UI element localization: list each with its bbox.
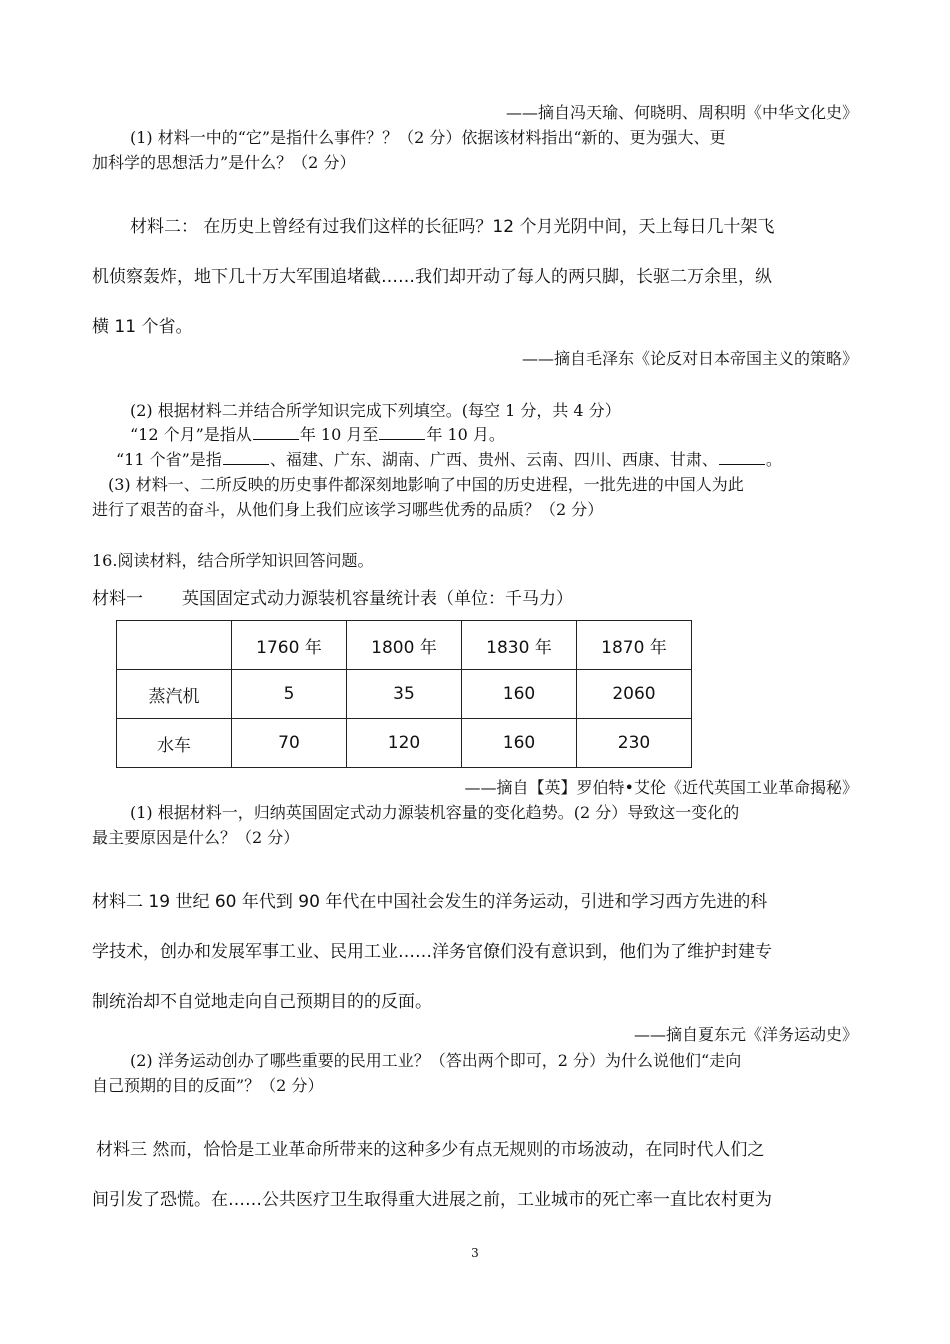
question-1-line-1: (1) 材料一中的“它”是指什么事件？？（2 分）依据该材料指出“新的、更为强大、更 xyxy=(130,128,726,147)
fill-2-text-a: “11 个省”是指 xyxy=(116,450,222,469)
question-2-fill-1 xyxy=(130,422,505,445)
q16-question-2-line-1: (2) 洋务运动创办了哪些重要的民用工业？（答出两个即可，2 分）为什么说他们“走向 xyxy=(130,1051,742,1070)
table-header-cell: 1800 年 xyxy=(347,621,462,670)
power-capacity-table xyxy=(116,620,692,768)
material-1-label: 材料一 xyxy=(92,589,143,609)
citation-xia: ——摘自夏东元《洋务运动史》 xyxy=(633,1025,858,1044)
answer-blank-start-year[interactable] xyxy=(253,425,299,440)
fill-1-text-a: “12 个月”是指从 xyxy=(130,425,252,444)
question-1-line-2: 加科学的思想活力”是什么？（2 分） xyxy=(92,153,356,172)
fill-2-text-c: 。 xyxy=(765,450,782,469)
table-header-cell: 1870 年 xyxy=(577,621,692,670)
question-3-line-2: 进行了艰苦的奋斗，从他们身上我们应该学习哪些优秀的品质？（2 分） xyxy=(92,500,604,519)
fill-1-text-c: 年 10 月。 xyxy=(426,425,505,444)
citation-mao: ——摘自毛泽东《论反对日本帝国主义的策略》 xyxy=(521,349,858,368)
table-cell: 230 xyxy=(577,719,692,768)
fill-2-text-b: 、福建、广东、湖南、广西、贵州、云南、四川、西康、甘肃、 xyxy=(269,450,718,469)
table-cell: 120 xyxy=(347,719,462,768)
table-cell: 35 xyxy=(347,670,462,719)
citation-allen: ——摘自【英】罗伯特•艾伦《近代英国工业革命揭秘》 xyxy=(464,778,858,797)
table-cell: 蒸汽机 xyxy=(117,670,232,719)
answer-blank-first-province[interactable] xyxy=(223,450,269,465)
question-16-title: 16.阅读材料，结合所学知识回答问题。 xyxy=(92,551,374,570)
citation-cultural-history: ——摘自冯天瑜、何晓明、周积明《中华文化史》 xyxy=(505,103,858,122)
fill-1-text-b: 年 10 月至 xyxy=(299,425,379,444)
question-2-fill-2 xyxy=(116,447,782,470)
q16-question-1-line-2: 最主要原因是什么？（2 分） xyxy=(92,828,300,847)
answer-blank-end-year[interactable] xyxy=(379,425,425,440)
q16-question-2-line-2: 自己预期的目的反面”？（2 分） xyxy=(92,1076,324,1095)
table-cell: 2060 xyxy=(577,670,692,719)
question-3-line-1: (3) 材料一、二所反映的历史事件都深刻地影响了中国的历史进程，一批先进的中国人为此 xyxy=(108,475,744,494)
table-cell: 水车 xyxy=(117,719,232,768)
table-header-cell: 1830 年 xyxy=(462,621,577,670)
material-2-yangwu-line-2: 学技术，创办和发展军事工业、民用工业……洋务官僚们没有意识到，他们为了维护封建专 xyxy=(92,942,772,962)
table-row xyxy=(117,719,692,768)
material-2-line-2: 机侦察轰炸，地下几十万大军围追堵截……我们却开动了每人的两只脚，长驱二万余里，纵 xyxy=(92,267,772,287)
table-header-cell: 1760 年 xyxy=(232,621,347,670)
material-3-line-1: 材料三 然而，恰恰是工业革命所带来的这种多少有点无规则的市场波动，在同时代人们之 xyxy=(96,1140,765,1160)
table-row xyxy=(117,670,692,719)
table-cell: 70 xyxy=(232,719,347,768)
material-2-yangwu-line-1: 材料二 19 世纪 60 年代到 90 年代在中国社会发生的洋务运动，引进和学习西方先进的科 xyxy=(92,892,768,912)
material-2-yangwu-line-3: 制统治却不自觉地走向自己预期目的的反面。 xyxy=(92,992,432,1012)
q16-question-1-line-1: (1) 根据材料一，归纳英国固定式动力源装机容量的变化趋势。(2 分）导致这一变化的 xyxy=(130,803,740,822)
table-cell: 5 xyxy=(232,670,347,719)
table-header-row xyxy=(117,621,692,670)
question-2-intro: (2) 根据材料二并结合所学知识完成下列填空。(每空 1 分，共 4 分） xyxy=(130,401,621,420)
table-cell: 160 xyxy=(462,670,577,719)
material-2-line-3: 横 11 个省。 xyxy=(92,317,193,337)
answer-blank-last-province[interactable] xyxy=(719,450,765,465)
table-cell: 160 xyxy=(462,719,577,768)
page-number: 3 xyxy=(471,1246,479,1260)
material-3-line-2: 间引发了恐慌。在……公共医疗卫生取得重大进展之前，工业城市的死亡率一直比农村更为 xyxy=(92,1190,772,1210)
material-2-line-1: 材料二： 在历史上曾经有过我们这样的长征吗？12 个月光阴中间，天上每日几十架飞 xyxy=(130,217,775,237)
table-header-cell xyxy=(117,621,232,670)
material-1-table-title: 英国固定式动力源装机容量统计表（单位：千马力） xyxy=(182,589,573,609)
